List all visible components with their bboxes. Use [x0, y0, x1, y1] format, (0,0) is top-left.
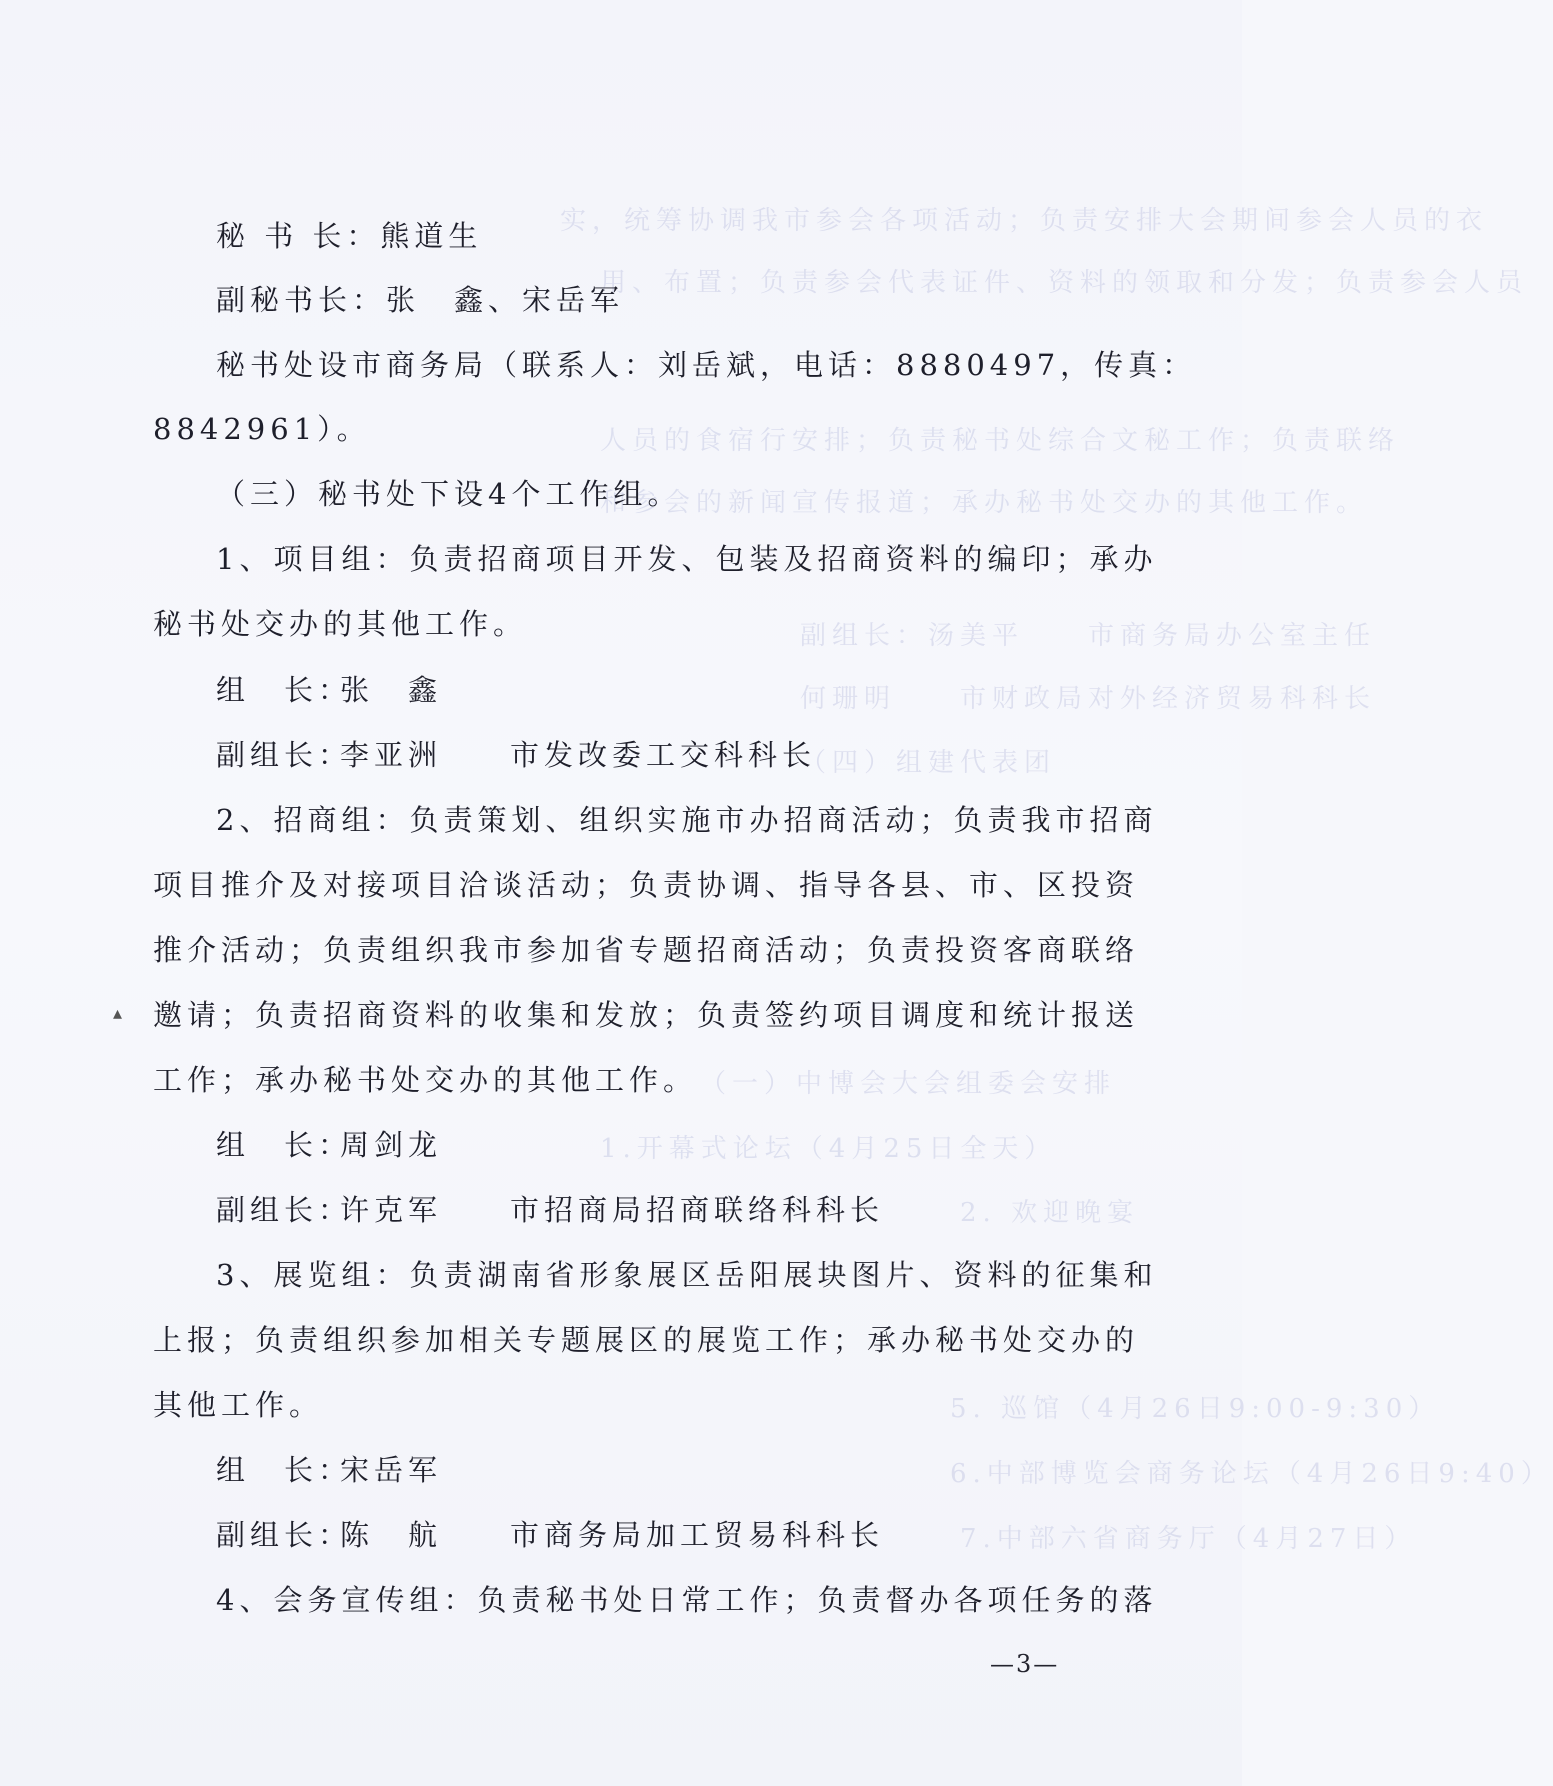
bleed-through-line: 1.开幕式论坛（4月25日全天） — [600, 1134, 1057, 1164]
role-label: 组 长： — [216, 1453, 353, 1487]
bleed-through-line: 副组长：汤美平 市商务局办公室主任 — [800, 621, 1377, 651]
margin-mark-icon: ▴ — [113, 1003, 123, 1024]
person-name: 陈 航 — [340, 1518, 443, 1552]
group2-duty-line: 2、招商组：负责策划、组织实施市办招商活动；负责我市招商 — [216, 803, 1158, 837]
bleed-through-line: 何珊明 市财政局对外经济贸易科科长 — [800, 684, 1377, 714]
fax-number-line: 8842961）。 — [153, 412, 371, 446]
bleed-through-line: 5. 巡馆（4月26日9:00-9:30） — [950, 1394, 1441, 1424]
section-heading: （三）秘书处下设4个工作组。 — [216, 477, 682, 511]
group1-duty-line: 1、项目组：负责招商项目开发、包装及招商资料的编印；承办 — [216, 542, 1158, 576]
person-name: 李亚洲 — [340, 738, 443, 772]
group4-duty-line: 4、会务宣传组：负责秘书处日常工作；负责督办各项任务的落 — [216, 1583, 1158, 1617]
job-title: 市招商局招商联络科科长 — [510, 1193, 885, 1227]
person-name: 周剑龙 — [340, 1128, 443, 1162]
bleed-through-line: 人员的食宿行安排；负责秘书处综合文秘工作；负责联络 — [600, 426, 1401, 456]
group3-duty-line: 其他工作。 — [153, 1388, 324, 1422]
job-title: 市发改委工交科科长 — [510, 738, 817, 772]
role-label: 副组长： — [216, 1193, 353, 1227]
person-name: 许克军 — [340, 1193, 443, 1227]
deputy-secretary-line: 副秘书长：张 鑫、宋岳军 — [216, 283, 625, 317]
group2-duty-line: 邀请；负责招商资料的收集和发放；负责签约项目调度和统计报送 — [153, 998, 1140, 1032]
role-label: 组 长： — [216, 673, 353, 707]
role-label: 副组长： — [216, 1518, 353, 1552]
person-name: 宋岳军 — [340, 1453, 443, 1487]
bleed-through-line: 实，统筹协调我市参会各项活动；负责安排大会期间参会人员的衣 — [560, 206, 1489, 236]
group2-duty-line: 项目推介及对接项目洽谈活动；负责协调、指导各县、市、区投资 — [153, 868, 1140, 902]
role-label: 副组长： — [216, 738, 353, 772]
group1-duty-line: 秘书处交办的其他工作。 — [153, 607, 528, 641]
group2-deputy — [216, 1192, 884, 1228]
person-name: 张 鑫 — [340, 673, 443, 707]
group3-duty-line: 上报；负责组织参加相关专题展区的展览工作；承办秘书处交办的 — [153, 1323, 1140, 1357]
group1-deputy — [216, 737, 816, 773]
bleed-through-line: 2. 欢迎晚宴 — [960, 1198, 1140, 1228]
bleed-through-line: 6.中部博览会商务论坛（4月26日9:40） — [950, 1459, 1553, 1489]
group2-leader — [216, 1127, 510, 1163]
group1-leader — [216, 672, 510, 708]
bleed-through-line: 用、布置；负责参会代表证件、资料的领取和分发；负责参会人员 — [600, 268, 1529, 298]
secretary-general-line: 秘 书 长：熊道生 — [216, 219, 483, 253]
group2-duty-line: 推介活动；负责组织我市参加省专题招商活动；负责投资客商联络 — [153, 933, 1140, 967]
group3-duty-line: 3、展览组：负责湖南省形象展区岳阳展块图片、资料的征集和 — [216, 1258, 1158, 1292]
secretariat-contact-line: 秘书处设市商务局（联系人：刘岳斌，电话：8880497，传真： — [216, 348, 1197, 382]
group3-leader — [216, 1452, 510, 1488]
group2-duty-line: 工作；承办秘书处交办的其他工作。 — [153, 1063, 698, 1097]
role-label: 组 长： — [216, 1128, 353, 1162]
bleed-through-line: （一）中博会大会组委会安排 — [700, 1069, 1117, 1099]
bleed-through-line: 和参会的新闻宣传报道；承办秘书处交办的其他工作。 — [600, 488, 1369, 518]
bleed-through-line: 7.中部六省商务厅（4月27日） — [960, 1524, 1417, 1554]
page-number: —3— — [990, 1650, 1060, 1678]
job-title: 市商务局加工贸易科科长 — [510, 1518, 885, 1552]
group3-deputy — [216, 1517, 884, 1553]
bleed-through-line: （四）组建代表团 — [800, 748, 1057, 778]
